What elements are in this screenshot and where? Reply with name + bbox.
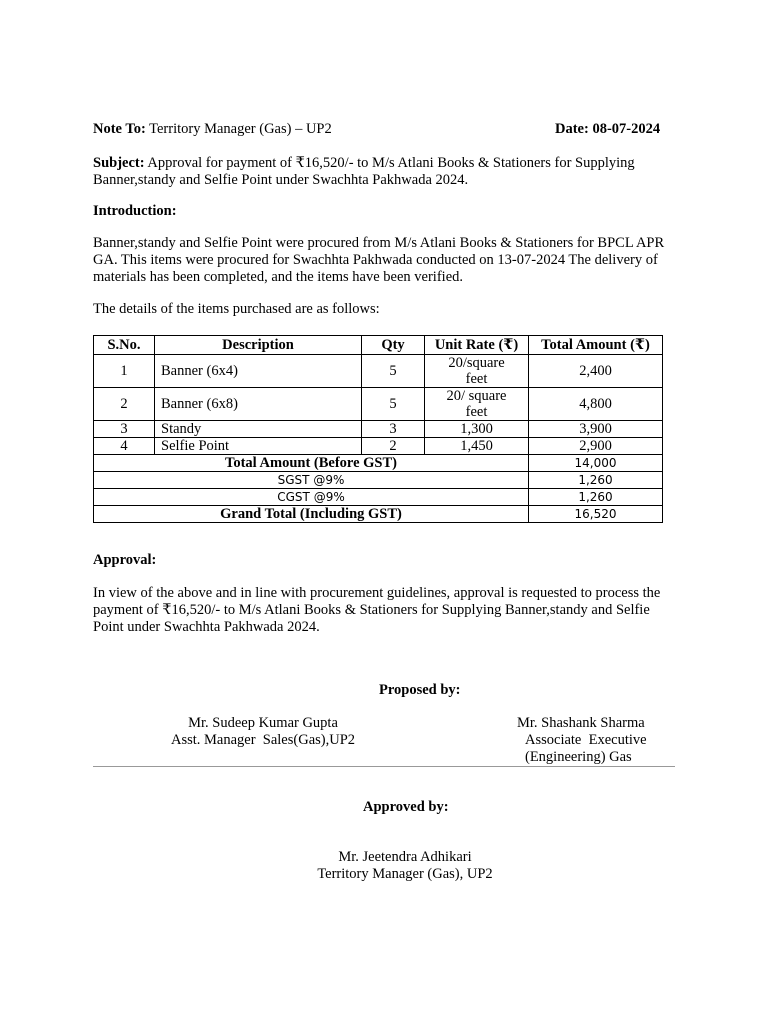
document-date: Date: 08-07-2024 bbox=[555, 121, 661, 137]
cell-description: Banner (6x4) bbox=[155, 355, 362, 388]
signature-divider bbox=[93, 766, 675, 767]
subject-paragraph bbox=[93, 155, 678, 189]
cell-total: 2,900 bbox=[529, 438, 663, 455]
summary-value: 1,260 bbox=[529, 489, 663, 506]
cell-sno: 4 bbox=[94, 438, 155, 455]
cell-unit-rate: 20/ square feet bbox=[425, 388, 529, 421]
table-row bbox=[94, 355, 663, 388]
note-to-value: Territory Manager (Gas) – UP2 bbox=[149, 121, 332, 137]
details-intro: The details of the items purchased are as follows: bbox=[93, 301, 380, 317]
header-total-amount: Total Amount (₹) bbox=[529, 336, 663, 355]
cell-total: 3,900 bbox=[529, 421, 663, 438]
introduction-paragraph: Banner,standy and Selfie Point were procured from M/s Atlani Books & Stationers for BPCL APR GA. This items were procured for Swachhta Pakhwada conducted on 13-07-2024 The delivery of materials has been completed, and the items have been verified. bbox=[93, 235, 665, 285]
header-sno: S.No. bbox=[94, 336, 155, 355]
summary-label: CGST @9% bbox=[94, 489, 529, 506]
table-row bbox=[94, 388, 663, 421]
cell-sno: 3 bbox=[94, 421, 155, 438]
summary-label: SGST @9% bbox=[94, 472, 529, 489]
header-description: Description bbox=[155, 336, 362, 355]
proposer-right bbox=[517, 715, 647, 766]
cell-total: 2,400 bbox=[529, 355, 663, 388]
proposer-left-name: Mr. Sudeep Kumar Gupta bbox=[188, 715, 338, 731]
proposer-right-title-2: (Engineering) Gas bbox=[525, 749, 632, 765]
header-qty: Qty bbox=[362, 336, 425, 355]
cell-description: Banner (6x8) bbox=[155, 388, 362, 421]
introduction-heading: Introduction: bbox=[93, 203, 177, 219]
summary-row-total-before-gst bbox=[94, 455, 663, 472]
cell-qty: 3 bbox=[362, 421, 425, 438]
summary-label: Total Amount (Before GST) bbox=[94, 455, 529, 472]
summary-row-sgst bbox=[94, 472, 663, 489]
summary-label: Grand Total (Including GST) bbox=[94, 506, 529, 523]
cell-sno: 1 bbox=[94, 355, 155, 388]
cell-description: Standy bbox=[155, 421, 362, 438]
subject-label: Subject: bbox=[93, 155, 145, 171]
cell-description: Selfie Point bbox=[155, 438, 362, 455]
cell-unit-rate: 20/square feet bbox=[425, 355, 529, 388]
subject-text: Approval for payment of ₹16,520/- to M/s Atlani Books & Stationers for Supplying Banner,standy and Selfie Point under Swachhta Pakhwada 2024. bbox=[93, 155, 635, 188]
items-table bbox=[93, 335, 663, 523]
approver bbox=[275, 849, 535, 883]
cell-unit-rate: 1,300 bbox=[425, 421, 529, 438]
proposer-left bbox=[153, 715, 373, 749]
note-to-label: Note To: bbox=[93, 121, 146, 137]
table-row bbox=[94, 421, 663, 438]
header-unit-rate: Unit Rate (₹) bbox=[425, 336, 529, 355]
cell-sno: 2 bbox=[94, 388, 155, 421]
proposer-left-title: Asst. Manager Sales(Gas),UP2 bbox=[170, 732, 356, 748]
summary-value: 1,260 bbox=[529, 472, 663, 489]
cell-qty: 5 bbox=[362, 355, 425, 388]
cell-unit-rate: 1,450 bbox=[425, 438, 529, 455]
summary-value: 16,520 bbox=[529, 506, 663, 523]
summary-row-grand-total bbox=[94, 506, 663, 523]
approved-heading: Approved by: bbox=[363, 799, 449, 815]
cell-qty: 5 bbox=[362, 388, 425, 421]
proposed-heading: Proposed by: bbox=[379, 682, 461, 698]
approval-paragraph: In view of the above and in line with procurement guidelines, approval is requested to process the payment of ₹16,520/- to M/s Atlani Books & Stationers for Supplying Banner,standy and Selfie Point under Swachhta Pakhwada 2024. bbox=[93, 585, 661, 635]
cell-qty: 2 bbox=[362, 438, 425, 455]
summary-value: 14,000 bbox=[529, 455, 663, 472]
approver-title: Territory Manager (Gas), UP2 bbox=[317, 866, 493, 882]
table-row bbox=[94, 438, 663, 455]
note-to-line bbox=[93, 121, 332, 138]
cell-total: 4,800 bbox=[529, 388, 663, 421]
table-header-row bbox=[94, 336, 663, 355]
approval-heading: Approval: bbox=[93, 552, 157, 568]
approver-name: Mr. Jeetendra Adhikari bbox=[338, 849, 472, 865]
summary-row-cgst bbox=[94, 489, 663, 506]
proposer-right-name: Mr. Shashank Sharma bbox=[517, 715, 645, 731]
proposer-right-title-1: Associate Executive bbox=[525, 732, 647, 748]
